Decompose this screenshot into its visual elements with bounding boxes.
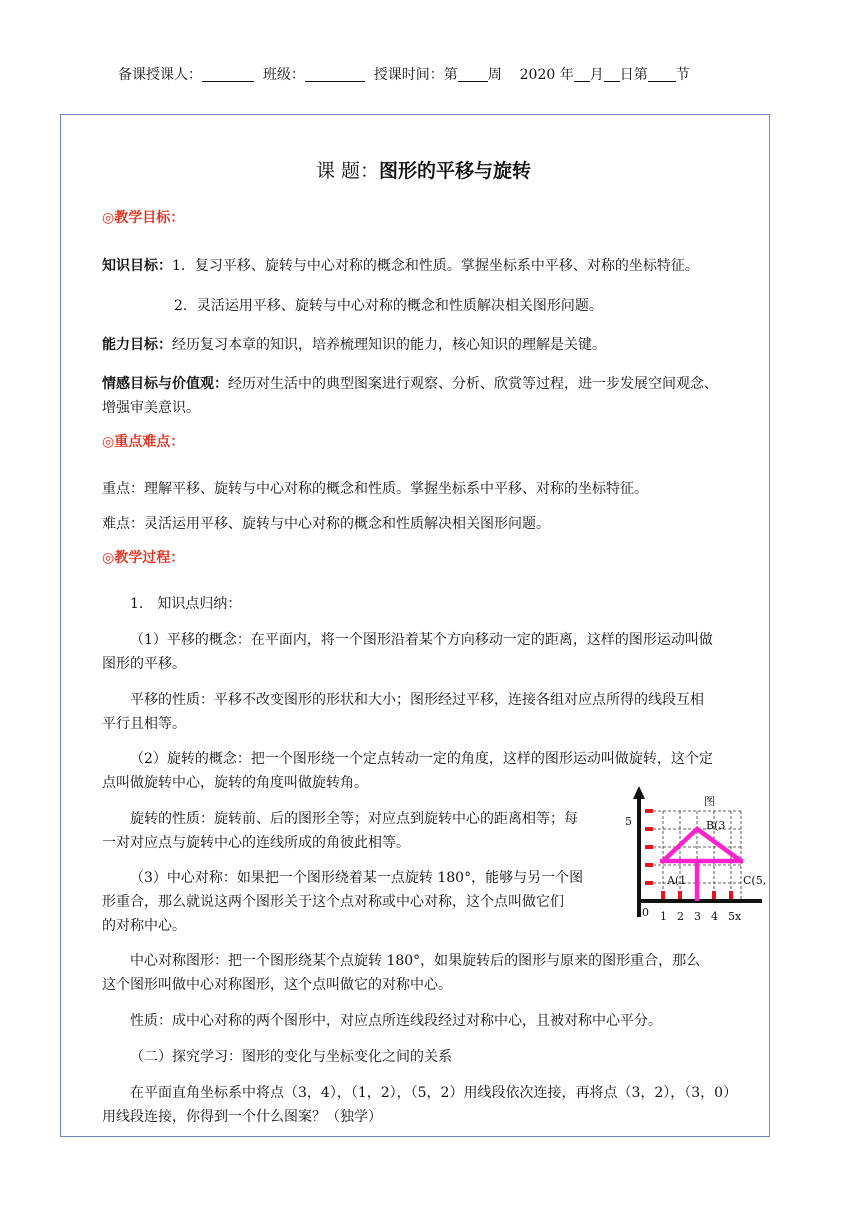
y-axis-arrow-icon [633,786,645,799]
y-tick [645,881,653,885]
x-tick [661,891,665,899]
difficult-point: 难点：灵活运用平移、旋转与中心对称的概念和性质解决相关图形问题。 [102,516,550,532]
title-prefix: 课 题： [316,160,380,182]
rotation-concept-2: 点叫做旋转中心，旋转的角度叫做旋转角。 [102,775,368,791]
central-fig-2: 这个图形叫做中心对称图形，这个点叫做它的对称中心。 [102,977,452,993]
ability-text: 经历复习本章的知识，培养梳理知识的能力，核心知识的理解是关键。 [172,337,606,353]
x-tick-label: 5x [728,910,742,923]
key-point: 重点：理解平移、旋转与中心对称的概念和性质。掌握坐标系中平移、对称的坐标特征。 [102,481,648,497]
translation-concept-2: 图形的平移。 [102,656,186,672]
task-2: 用线段连接，你得到一个什么图案？（独学） [102,1109,382,1125]
section-label: 节 [675,67,690,83]
knowledge-text-2: 2．灵活运用平移、旋转与中心对称的概念和性质解决相关图形问题。 [174,298,603,314]
y-tick [645,845,653,849]
knowledge-objective [102,255,699,275]
process-heading: ◎教学过程： [102,550,185,566]
lesson-header [118,64,690,84]
knowledge-text-1: 1．复习平移、旋转与中心对称的概念和性质。掌握坐标系中平移、对称的坐标特征。 [172,258,699,274]
day-label: 日第 [619,67,648,83]
x-tick [712,891,716,899]
y-tick [645,827,653,831]
fig-label-top: 图 [704,795,715,808]
x-tick-label: 4 [711,910,718,923]
y-tick [645,809,653,813]
rotation-concept-1: （2）旋转的概念：把一个图形绕一个定点转动一定的角度，这样的图形运动叫做旋转，这个定 [130,751,713,767]
fig-label-b: B(3 [706,819,726,832]
objectives-heading: ◎教学目标： [102,210,185,226]
day-blank[interactable] [604,67,620,82]
central-fig-1: 中心对称图形：把一个图形绕某个点旋转 180°，如果旋转后的图形与原来的图形重合，那么 [130,953,701,969]
shape-roof [663,829,741,861]
x-tick-label: 1 [660,910,667,923]
month-label: 月 [589,67,604,83]
month-blank[interactable] [574,67,590,82]
rotation-prop-1: 旋转的性质：旋转前、后的图形全等；对应点到旋转中心的距离相等；每 [130,811,578,827]
teacher-label: 备课授课人： [118,67,202,83]
ability-label: 能力目标： [102,337,172,353]
central-2: 形重合，那么就说这两个图形关于这个点对称或中心对称，这个点叫做它们 [102,894,564,910]
week-label: 周 [487,67,502,83]
central-3: 的对称中心。 [102,918,186,934]
x-tick [678,891,682,899]
item-1: 1． 知识点归纳： [130,596,242,612]
explore-heading: （二）探究学习：图形的变化与坐标变化之间的关系 [130,1049,452,1065]
central-1: （3）中心对称：如果把一个图形绕着某一点旋转 180°，能够与另一个图 [130,870,584,886]
x-tick-label: 2 [677,910,684,923]
y-tick [645,863,653,867]
y-ticks [645,809,653,885]
property-text: 性质：成中心对称的两个图形中，对应点所连线段经过对称中心，且被对称中心平分。 [130,1013,662,1029]
time-label: 授课时间：第 [373,67,458,83]
emotion-text-2: 增强审美意识。 [102,400,200,416]
fig-y-label: 5 [625,815,632,828]
knowledge-label: 知识目标： [102,258,172,274]
title-name: 图形的平移与旋转 [379,160,532,182]
section-blank[interactable] [648,67,676,82]
year-label: 2020 年 [519,67,574,83]
ability-objective [102,334,606,354]
page-title [316,156,531,183]
fig-origin: 0 [642,906,649,919]
x-tick-label: 3 [694,910,701,923]
emotion-objective [102,373,718,393]
fig-label-c: C(5, [743,874,767,887]
grid-lines [648,811,741,901]
emotion-text-1: 经历对生活中的典型图案进行观察、分析、欣赏等过程，进一步发展空间观念、 [228,376,718,392]
translation-concept-1: （1）平移的概念：在平面内，将一个图形沿着某个方向移动一定的距离，这样的图形运动叫做 [130,632,713,648]
keypoints-heading: ◎重点难点： [102,434,185,450]
task-1: 在平面直角坐标系中将点（3，4），（1，2），（5，2）用线段依次连接，再将点（3，2），（3，0） [130,1085,738,1101]
fig-label-a: A(1 [667,874,687,887]
translation-prop-1: 平移的性质：平移不改变图形的形状和大小；图形经过平移，连接各组对应点所得的线段互相 [130,692,704,708]
week-blank[interactable] [458,67,488,82]
teacher-blank[interactable] [202,67,254,82]
translation-prop-2: 平行且相等。 [102,716,186,732]
emotion-label: 情感目标与价值观： [102,376,228,392]
rotation-prop-2: 一对对应点与旋转中心的连线所成的角彼此相等。 [102,835,410,851]
class-label: 班级： [262,67,305,83]
x-tick [729,891,733,899]
coordinate-figure [622,783,772,923]
class-blank[interactable] [305,67,365,82]
